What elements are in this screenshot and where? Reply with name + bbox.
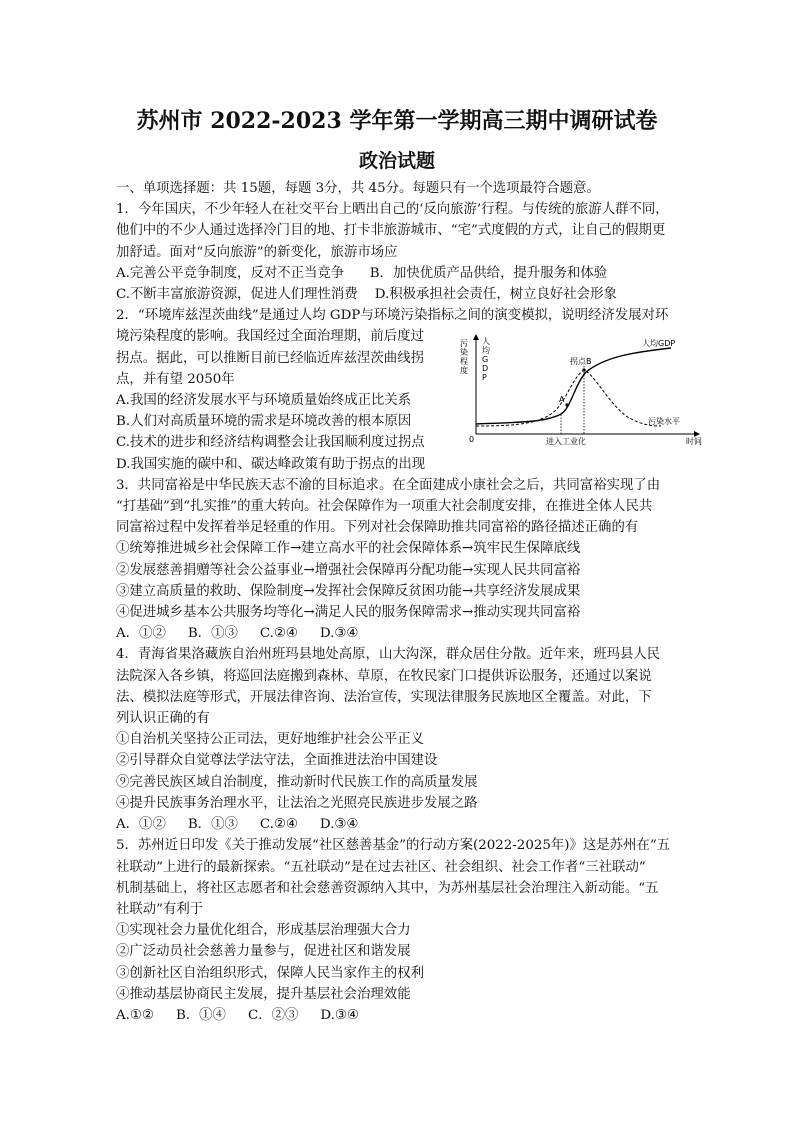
q5-option-b[interactable]: B．①④ xyxy=(175,1007,226,1023)
q1-line: 1．今年国庆，不少年轻人在社交平台上晒出自己的‘反向旅游’行程。与传统的旅游人群不同， xyxy=(116,202,669,218)
q3-line: 3．共同富裕是中华民族天志不渝的目标追求。在全面建成小康社会之后，共同富裕实现了由 xyxy=(116,477,661,493)
q3-options xyxy=(116,623,688,644)
kuznets-curve-chart xyxy=(456,326,706,456)
pollution-curve xyxy=(476,370,661,426)
section-heading: 一、单项选择题：共 15题，每题 3分，共 45分。每题只有一个选项最符合题意。 xyxy=(116,181,600,196)
x-axis-label: 时间 xyxy=(686,437,702,447)
q5-option-a[interactable]: A.①② xyxy=(116,1007,154,1023)
x-marker-label: 进入工业化 xyxy=(546,437,586,447)
q4-option-b[interactable]: B．①③ xyxy=(187,817,238,833)
q4-option-a[interactable]: A．①② xyxy=(116,817,166,833)
q2-option: B.人们对高质量环境的需求是环境改善的根本原因 xyxy=(116,414,412,430)
point-a-marker xyxy=(565,404,568,407)
q2-line: 点，并有望 2050年 xyxy=(116,371,235,387)
q4-statement: ⑨完善民族区域自治制度，推动新时代民族工作的高质量发展 xyxy=(116,774,478,790)
q2-block xyxy=(116,326,702,474)
q3-statement: ③建立高质量的救助、保险制度→发挥社会保障反贫困功能→共享经济发展成果 xyxy=(116,583,581,599)
q3-option-b[interactable]: B．①③ xyxy=(187,626,238,642)
q4-statement: ①自治机关坚持公正司法，更好地维护社会公平正义 xyxy=(116,732,424,748)
q3-line: “打基础”到“扎实推”的重大转向。社会保障作为一项重大社会制度安排，在推进全体人民共 xyxy=(116,499,653,515)
point-b-marker xyxy=(582,369,585,372)
q2-option: D.我国实施的碳中和、碳达峰政策有助于拐点的出现 xyxy=(116,456,426,472)
y-label-left: 污染程度 xyxy=(460,339,468,376)
q2-side-text xyxy=(116,348,438,475)
q5-statement: ①实现社会力量优化组合，形成基层治理强大合力 xyxy=(116,923,411,939)
q5-statement: ③创新社区自治组织形式，保障人民当家作主的权利 xyxy=(116,965,424,981)
q4-line: 法院深入各乡镇，将巡回法庭搬到森林、草原，在牧民家门口提供诉讼服务，还通过以案说 xyxy=(116,668,652,684)
gdp-series-label: 人均GDP xyxy=(642,339,676,349)
q5-option-d[interactable]: D.③④ xyxy=(320,1007,359,1023)
q5-option-c[interactable]: C．②③ xyxy=(247,1007,299,1023)
q4-line: 4．青海省果洛藏族自治州班玛县地处高原，山大沟深，群众居住分散。近年来，班玛县人民 xyxy=(116,647,661,663)
q4-line: 列认识正确的有 xyxy=(116,711,210,727)
q3-statement: ④促进城乡基本公共服务均等化→满足人民的服务保障需求→推动实现共同富裕 xyxy=(116,605,581,621)
q1-line: 加舒适。面对“反向旅游”的新变化，旅游市场应 xyxy=(116,244,398,260)
q1-option-line: A.完善公平竞争制度，反对不正当竞争 B．加快优质产品供给，提升服务和体验 xyxy=(116,265,608,281)
q3-statement: ①统筹推进城乡社会保障工作→建立高水平的社会保障体系→筑牢民生保障底线 xyxy=(116,541,581,557)
q4-option-d[interactable]: D.③④ xyxy=(319,817,359,833)
q5-options xyxy=(116,1005,688,1026)
q4-options xyxy=(116,814,688,835)
q5-statement: ②广泛动员社会慈善力量参与，促进社区和谐发展 xyxy=(116,944,411,960)
origin-label: 0 xyxy=(469,435,475,445)
q3-option-c[interactable]: C.②④ xyxy=(259,626,298,642)
q5-line: 社联动”上进行的最新探索。“五社联动”是在过去社区、社会组织、社会工作者“三社联动” xyxy=(116,859,646,875)
q4-statement: ④提升民族事务治理水平，让法治之光照亮民族进步发展之路 xyxy=(116,795,478,811)
q5-statement: ④推动基层协商民主发展，提升基层社会治理效能 xyxy=(116,986,411,1002)
q3-option-a[interactable]: A．①② xyxy=(116,626,166,642)
q4-statement: ②引导群众自觉尊法学法守法，全面推进法治中国建设 xyxy=(116,753,438,769)
y-label-right: 人均 G D P xyxy=(482,337,490,383)
point-a-label: A xyxy=(559,395,565,405)
q5-line: 5．苏州近日印发《关于推动发展“社区慈善基金”的行动方案(2022-2025年)》这是苏州在“五 xyxy=(116,838,671,854)
q2-line: 2．“环境库兹涅茨曲线”是通过人均 GDP与环境污染指标之间的演变模拟，说明经济发展对环 xyxy=(116,308,669,324)
q2-line: 拐点。据此，可以推断目前已经临近库兹涅茨曲线拐 xyxy=(116,350,424,366)
point-b-label: 拐点B xyxy=(570,357,592,367)
q4-line: 法、模拟法庭等形式，开展法律咨询、法治宣传，实现法律服务民族地区全覆盖。对此，下 xyxy=(116,689,652,705)
q1-option-line: C.不断丰富旅游资源，促进人们理性消费 D.积极承担社会责任，树立良好社会形象 xyxy=(116,287,617,303)
q4-option-c[interactable]: C.②④ xyxy=(259,817,298,833)
q1-line: 他们中的不少人通过选择冷门目的地、打卡非旅游城市、“宅”式度假的方式，让自己的假期更 xyxy=(116,223,666,239)
q5-line: 机制基础上，将社区志愿者和社会慈善资源纳入其中，为苏州基层社会治理注入新动能。“五 xyxy=(116,880,659,896)
q2-option: A.我国的经济发展水平与环境质量始终成正比关系 xyxy=(116,393,412,409)
q2-option: C.技术的进步和经济结构调整会让我国顺利度过拐点 xyxy=(116,435,425,451)
pollution-series-label: 污染水平 xyxy=(648,417,680,427)
q2-line: 境污染程度的影响。我国经过全面治理期，前后度过 xyxy=(116,329,424,345)
exam-subtitle: 政治试题 xyxy=(358,150,435,172)
y-axis-arrow xyxy=(473,334,479,340)
q3-option-d[interactable]: D.③④ xyxy=(319,626,359,642)
q3-statement: ②发展慈善捐赠等社会公益事业→增强社会保障再分配功能→实现人民共同富裕 xyxy=(116,562,581,578)
q5-line: 社联动”有利于 xyxy=(116,901,204,917)
exam-body xyxy=(116,178,702,1026)
q3-line: 同富裕过程中发挥着举足轻重的作用。下列对社会保障助推共同富裕的路径描述正确的有 xyxy=(116,520,639,536)
exam-title: 苏州市 2022-2023 学年第一学期高三期中调研试卷 xyxy=(136,108,658,134)
